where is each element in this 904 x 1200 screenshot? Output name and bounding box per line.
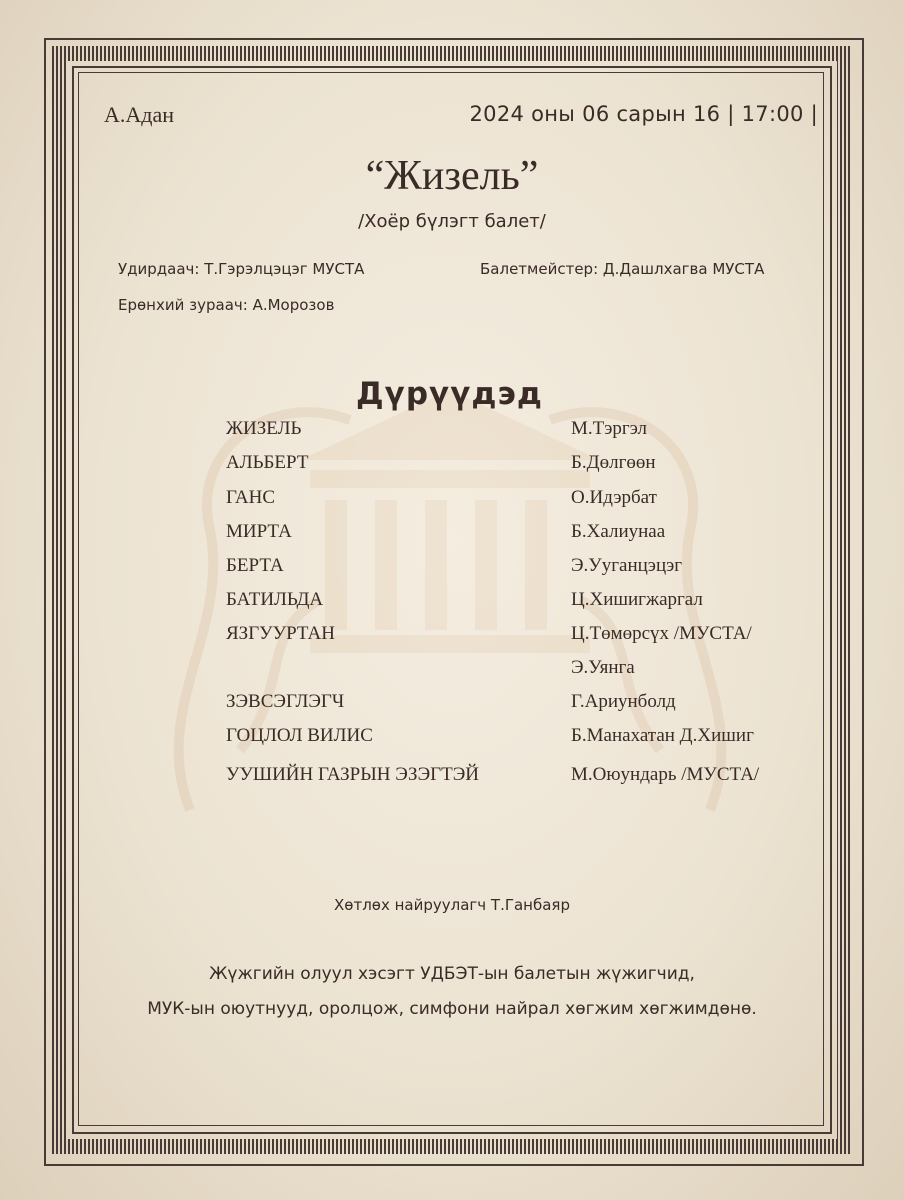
event-datetime: 2024 оны 06 сарын 16 | 17:00 | [469, 102, 818, 126]
cast-role: ЗЭВСЭГЛЭГЧ [226, 691, 345, 712]
cast-actor: Ц.Төмөрсүх /МУСТА/ [571, 623, 752, 644]
cast-actor: Э.Ууганцэцэг [571, 555, 683, 576]
cast-role: БЕРТА [226, 555, 284, 576]
cast-role: ЖИЗЕЛЬ [226, 418, 302, 439]
cast-actor: Г.Ариунболд [571, 691, 676, 712]
cast-role: БАТИЛЬДА [226, 589, 324, 610]
cast-role: ГОЦЛОЛ ВИЛИС [226, 725, 373, 746]
chief-designer-credit: Ерөнхий зураач: А.Морозов [118, 296, 335, 314]
cast-actor: О.Идэрбат [571, 487, 657, 508]
cast-actor: М.Тэргэл [571, 418, 647, 439]
cast-actor: Б.Халиунаа [571, 521, 666, 542]
stage-director-credit: Хөтлөх найруулагч Т.Ганбаяр [334, 896, 570, 914]
cast-role: ЯЗГУУРТАН [226, 623, 335, 644]
cast-actor: Б.Дөлгөөн [571, 452, 656, 473]
cast-role: УУШИЙН ГАЗРЫН ЭЗЭГТЭЙ [226, 764, 479, 785]
cast-actor: Ц.Хишигжаргал [571, 589, 703, 610]
cast-actor: Э.Уянга [571, 657, 635, 678]
performers-note: Жүжгийн олуул хэсэгт УДБЭТ-ын балетын жүжигчид, [209, 964, 695, 984]
cast-heading: Дүрүүдэд [356, 376, 543, 412]
cast-actor: Б.Манахатан Д.Хишиг [571, 725, 754, 746]
ballet-master-credit: Балетмейстер: Д.Дашлхагва МУСТА [480, 260, 765, 278]
cast-role: ГАНС [226, 487, 276, 508]
orchestra-note: МУК-ын оюутнууд, оролцож, симфони найрал хөгжим хөгжимдөнө. [147, 999, 757, 1019]
cast-role: АЛЬБЕРТ [226, 452, 309, 473]
cast-role: МИРТА [226, 521, 292, 542]
conductor-credit: Удирдаач: Т.Гэрэлцэцэг МУСТА [118, 260, 365, 278]
venue-label: А.Адан [104, 102, 175, 127]
page-title: “Жизель” [365, 153, 539, 199]
subtitle: /Хоёр бүлэгт балет/ [358, 211, 546, 232]
cast-actor: М.Оюундарь /МУСТА/ [571, 764, 760, 785]
